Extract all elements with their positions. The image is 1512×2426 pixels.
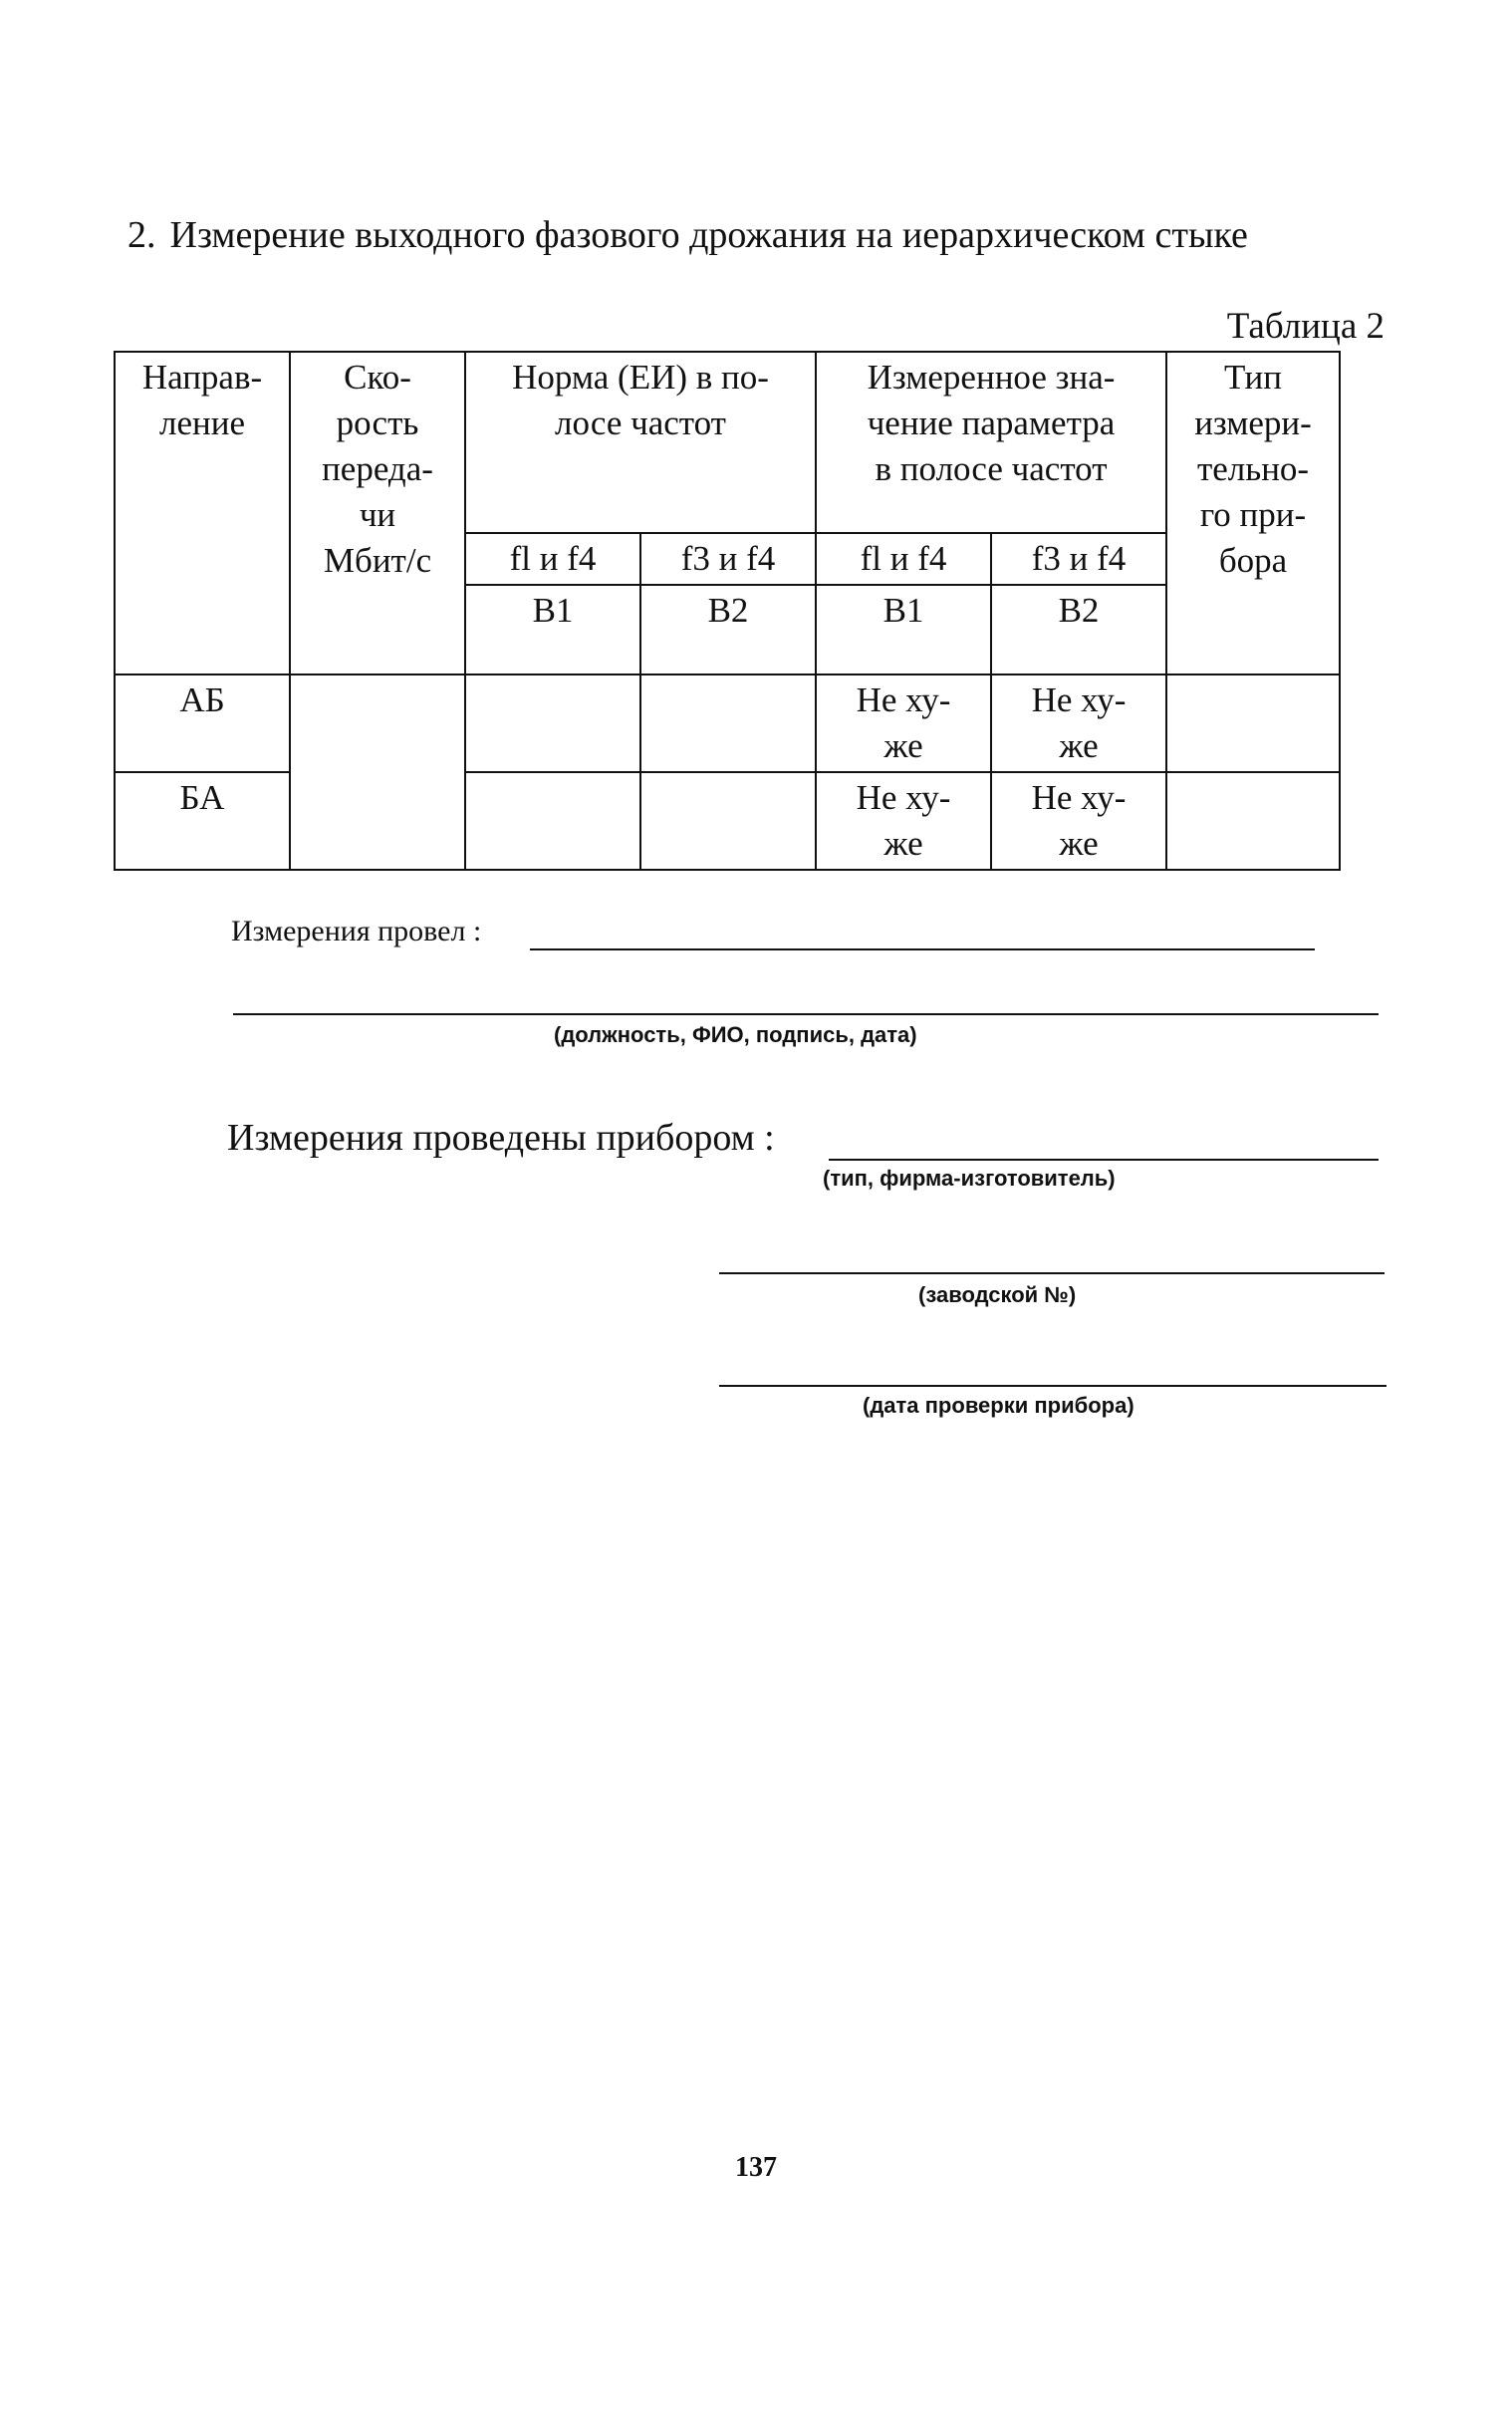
- header-measured: Измеренное зна- чение параметра в полосе частот: [816, 352, 1166, 533]
- check-date-line: [719, 1385, 1386, 1387]
- header-measured-band-f3: f3 и f4: [991, 533, 1166, 585]
- cell-instrument: [1166, 674, 1340, 772]
- header-norm: Норма (ЕИ) в по- лосе частот: [465, 352, 816, 533]
- section-heading: [127, 213, 1248, 257]
- header-norm-band-f1: fl и f4: [465, 533, 640, 585]
- header-speed: Ско- рость переда- чи Мбит/с: [290, 352, 465, 674]
- instrument-label: Измерения проведены прибором :: [227, 1117, 775, 1159]
- serial-number-caption: (заводской №): [918, 1282, 1077, 1307]
- section-number: 2.: [127, 214, 156, 256]
- header-measured-b1: B1: [816, 585, 991, 674]
- header-instrument: Тип измери- тельно- го при- бора: [1166, 352, 1340, 674]
- check-date-caption: (дата проверки прибора): [863, 1393, 1134, 1418]
- header-direction: Направ- ление: [115, 352, 290, 674]
- cell-speed: [290, 674, 465, 870]
- header-measured-band-f1: fl и f4: [816, 533, 991, 585]
- performed-by-label: Измерения провел :: [231, 915, 482, 947]
- cell-measured-b2: Не ху- же: [991, 674, 1166, 772]
- header-norm-b2: B2: [640, 585, 816, 674]
- cell-measured-b1: Не ху- же: [816, 674, 991, 772]
- header-measured-b2: B2: [991, 585, 1166, 674]
- table-caption: Таблица 2: [1226, 306, 1385, 347]
- header-norm-b1: B1: [465, 585, 640, 674]
- performed-by-line: [530, 948, 1315, 950]
- performer-details-caption: (должность, ФИО, подпись, дата): [554, 1022, 917, 1047]
- cell-measured-b1: Не ху- же: [816, 772, 991, 870]
- performer-details-line: [233, 1013, 1379, 1015]
- cell-instrument: [1166, 772, 1340, 870]
- page-number: 137: [735, 2152, 777, 2183]
- cell-measured-b2: Не ху- же: [991, 772, 1166, 870]
- instrument-type-line: [829, 1159, 1379, 1161]
- jitter-table: [114, 351, 1341, 871]
- row-direction: БА: [115, 772, 290, 870]
- cell-norm-b2: [640, 772, 816, 870]
- cell-norm-b2: [640, 674, 816, 772]
- section-title: Измерение выходного фазового дрожания на иерархическом стыке: [169, 214, 1248, 256]
- cell-norm-b1: [465, 674, 640, 772]
- cell-norm-b1: [465, 772, 640, 870]
- table-row: [115, 674, 1340, 772]
- instrument-type-caption: (тип, фирма-изготовитель): [823, 1166, 1116, 1191]
- serial-number-line: [719, 1272, 1385, 1274]
- row-direction: АБ: [115, 674, 290, 772]
- header-norm-band-f3: f3 и f4: [640, 533, 816, 585]
